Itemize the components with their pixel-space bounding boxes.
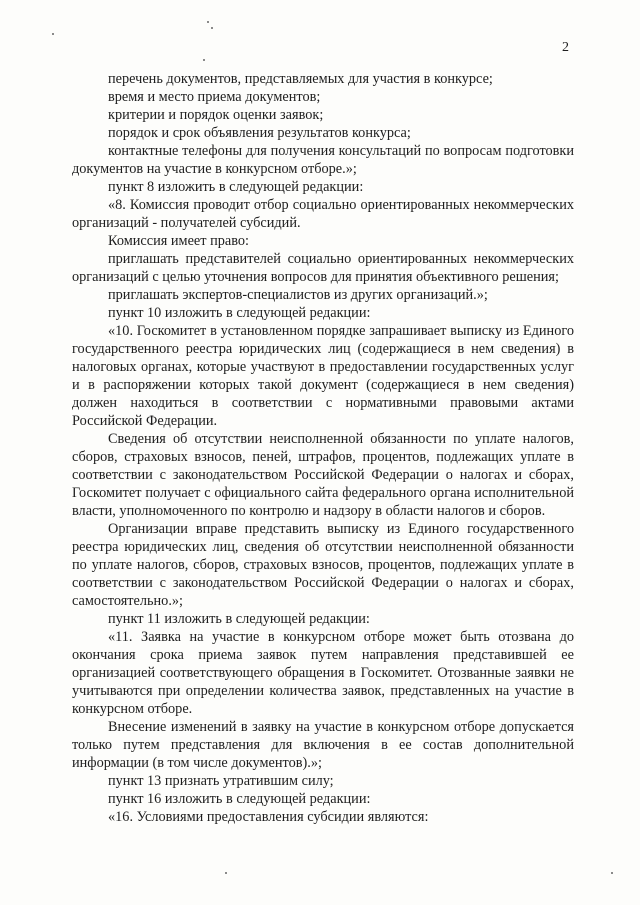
paragraph: порядок и срок объявления результатов конкурса; — [108, 125, 411, 141]
paragraph: Комиссия имеет право: — [108, 233, 250, 249]
page-number: 2 — [562, 40, 569, 55]
paragraph: перечень документов, представляемых для участия в конкурсе; — [108, 71, 493, 87]
paragraph: время и место приема документов; — [108, 89, 321, 105]
scan-speck — [52, 33, 54, 35]
paragraph: приглашать экспертов-специалистов из других организаций.»; — [108, 287, 488, 303]
paragraph: контактные телефоны для получения консультаций по вопросам подготовки документов на участие в конкурсном отборе.»; — [72, 143, 574, 177]
scan-speck — [225, 872, 227, 874]
scan-speck — [203, 59, 205, 61]
paragraph: пункт 10 изложить в следующей редакции: — [108, 305, 371, 321]
paragraph: пункт 11 изложить в следующей редакции: — [108, 611, 370, 627]
scan-speck — [611, 872, 613, 874]
paragraph: Организации вправе представить выписку из Единого государственного реестра юридических лиц, сведения об отсутствии неисполненной обязанности по уплате налогов, сборов, страховых взносов, процентов, подлежащих уплате в соответствии с законодательством Российской Федерации о налогах и сборах, самостоятельно.»; — [72, 521, 574, 609]
paragraph: пункт 8 изложить в следующей редакции: — [108, 179, 364, 195]
paragraph: критерии и порядок оценки заявок; — [108, 107, 324, 123]
scan-speck — [211, 27, 213, 29]
paragraph: Внесение изменений в заявку на участие в конкурсном отборе допускается только путем представления для включения в ее состав дополнительной информации (в том числе документов).»; — [72, 719, 574, 771]
paragraph: «10. Госкомитет в установленном порядке запрашивает выписку из Единого государственного реестра юридических лиц (содержащиеся в нем сведения) в налоговых органах, которые участвуют в предоставлении государственных услуг и в распоряжении которых такой документ (содержащиеся в нем сведения) должен находиться в соответствии с нормативными правовыми актами Российской Федерации. — [72, 323, 574, 429]
paragraph: «11. Заявка на участие в конкурсном отборе может быть отозвана до окончания срока приема заявок путем направления представившей ее организацией соответствующего обращения в Госкомитет. Отозванные заявки не учитываются при определении количества заявок, представленных на участие в конкурсном отборе. — [72, 629, 574, 717]
document-body — [72, 70, 574, 826]
paragraph: приглашать представителей социально ориентированных некоммерческих организаций с целью уточнения вопросов для принятия объективного решения; — [72, 251, 574, 285]
paragraph: Сведения об отсутствии неисполненной обязанности по уплате налогов, сборов, страховых взносов, пеней, штрафов, процентов, подлежащих уплате в соответствии с законодательством Российской Федерации о налогах и сборах, Госкомитет получает с официального сайта федерального органа исполнительной власти, уполномоченного по контролю и надзору в области налогов и сборов. — [72, 431, 574, 519]
paragraph: пункт 13 признать утратившим силу; — [108, 773, 334, 789]
paragraph: «8. Комиссия проводит отбор социально ориентированных некоммерческих организаций - получателей субсидий. — [72, 197, 574, 231]
paragraph: пункт 16 изложить в следующей редакции: — [108, 791, 371, 807]
paragraph: «16. Условиями предоставления субсидии являются: — [108, 809, 429, 825]
scan-speck — [207, 21, 209, 23]
